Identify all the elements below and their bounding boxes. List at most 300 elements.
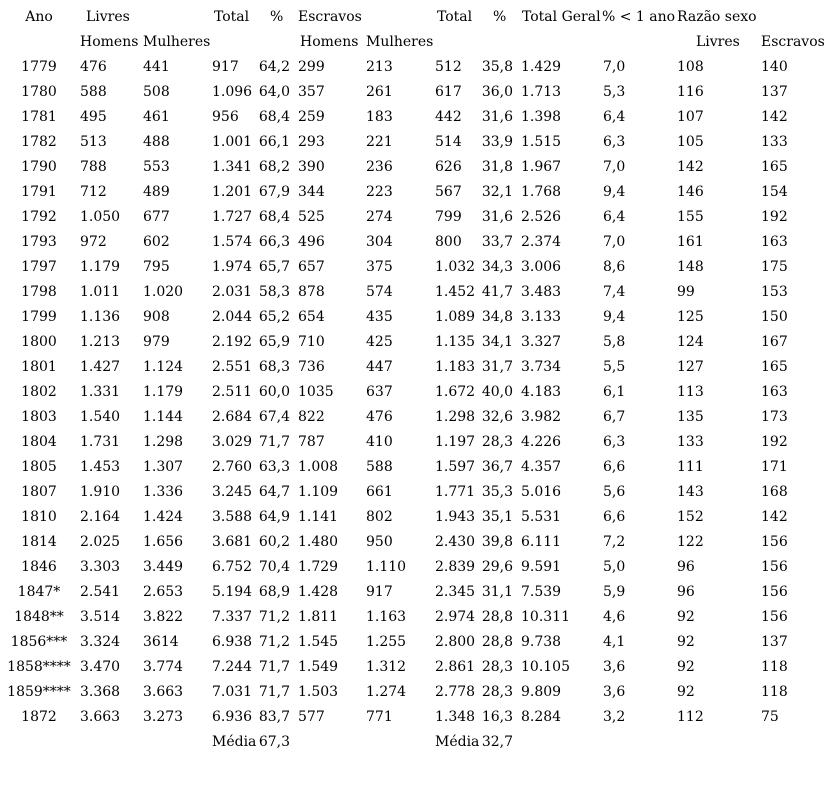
- cell-razao-escravos: 118: [761, 684, 788, 700]
- header-escravos: Escravos: [298, 9, 362, 25]
- cell-total-geral: 5.531: [521, 509, 562, 525]
- cell-total-geral: 1.398: [521, 109, 562, 125]
- header-livres: Livres: [86, 9, 130, 25]
- cell-escravos-homens: 657: [298, 259, 325, 275]
- cell-escravos-homens: 1.503: [298, 684, 339, 700]
- cell-escravos-mulheres: 1.163: [366, 609, 407, 625]
- cell-razao-escravos: 137: [761, 84, 788, 100]
- cell-total-geral: 3.327: [521, 334, 562, 350]
- cell-livres-mulheres: 1.656: [143, 534, 184, 550]
- cell-total-livres: 5.194: [212, 584, 253, 600]
- cell-livres-homens: 1.427: [80, 359, 121, 375]
- cell-livres-homens: 712: [80, 184, 107, 200]
- cell-total-livres: 3.029: [212, 434, 253, 450]
- cell-livres-mulheres: 3.663: [143, 684, 184, 700]
- cell-escravos-homens: 577: [298, 709, 325, 725]
- cell-escravos-homens: 736: [298, 359, 325, 375]
- cell-total-geral: 3.734: [521, 359, 562, 375]
- cell-pct-escravos: 33,9: [481, 134, 513, 150]
- cell-ano: 1797: [21, 259, 57, 275]
- cell-ano: 1792: [21, 209, 57, 225]
- cell-pct-livres: 60,2: [258, 534, 290, 550]
- cell-ano: 1781: [21, 109, 57, 125]
- cell-ano: 1801: [21, 359, 57, 375]
- cell-razao-escravos: 75: [761, 709, 779, 725]
- cell-pct-escravos: 36,7: [481, 459, 513, 475]
- cell-total-geral: 1.515: [521, 134, 562, 150]
- header-escravos-mulheres: Mulheres: [366, 34, 434, 50]
- cell-pct-escravos: 31,1: [481, 584, 513, 600]
- cell-pct-lt1: 6,1: [603, 384, 626, 400]
- cell-escravos-homens: 1.811: [298, 609, 339, 625]
- header-livres-mulheres: Mulheres: [143, 34, 211, 50]
- cell-total-escravos: 1.771: [435, 484, 476, 500]
- cell-pct-livres: 71,2: [258, 634, 290, 650]
- cell-total-livres: 1.341: [212, 159, 253, 175]
- cell-pct-escravos: 28,3: [481, 434, 513, 450]
- cell-escravos-homens: 1035: [298, 384, 334, 400]
- cell-total-geral: 4.357: [521, 459, 562, 475]
- cell-total-livres: 2.031: [212, 284, 253, 300]
- cell-pct-escravos: 35,3: [481, 484, 513, 500]
- cell-escravos-homens: 293: [298, 134, 325, 150]
- header-razao-sexo: Razão sexo: [677, 9, 757, 25]
- cell-livres-mulheres: 3.273: [143, 709, 184, 725]
- cell-escravos-homens: 822: [298, 409, 325, 425]
- header-total-geral: Total Geral: [522, 9, 601, 25]
- cell-razao-livres: 124: [677, 334, 704, 350]
- cell-razao-livres: 108: [677, 59, 704, 75]
- cell-ano: 1810: [21, 509, 57, 525]
- cell-razao-livres: 135: [677, 409, 704, 425]
- cell-total-geral: 9.738: [521, 634, 562, 650]
- cell-escravos-mulheres: 213: [366, 59, 393, 75]
- cell-razao-escravos: 156: [761, 609, 788, 625]
- cell-pct-livres: 63,3: [258, 459, 290, 475]
- cell-pct-lt1: 5,0: [603, 559, 626, 575]
- header-razao-escravos: Escravos: [761, 34, 825, 50]
- cell-pct-escravos: 36,0: [481, 84, 513, 100]
- cell-livres-mulheres: 677: [143, 209, 170, 225]
- cell-total-livres: 7.337: [212, 609, 253, 625]
- cell-total-escravos: 1.597: [435, 459, 476, 475]
- cell-total-escravos: 514: [435, 134, 462, 150]
- cell-razao-livres: 133: [677, 434, 704, 450]
- cell-total-livres: 7.244: [212, 659, 253, 675]
- cell-razao-livres: 92: [677, 684, 695, 700]
- cell-pct-escravos: 31,6: [481, 209, 513, 225]
- cell-razao-livres: 143: [677, 484, 704, 500]
- cell-total-escravos: 442: [435, 109, 462, 125]
- cell-livres-homens: 2.025: [80, 534, 121, 550]
- cell-livres-mulheres: 3614: [143, 634, 179, 650]
- cell-razao-escravos: 192: [761, 209, 788, 225]
- cell-escravos-homens: 787: [298, 434, 325, 450]
- cell-total-livres: 6.938: [212, 634, 253, 650]
- cell-pct-escravos: 34,8: [481, 309, 513, 325]
- cell-razao-escravos: 118: [761, 659, 788, 675]
- cell-ano: 1858****: [7, 659, 71, 675]
- cell-livres-homens: 1.050: [80, 209, 121, 225]
- cell-livres-homens: 1.910: [80, 484, 121, 500]
- cell-razao-livres: 127: [677, 359, 704, 375]
- media-escravos-label: Média: [435, 734, 480, 750]
- cell-livres-homens: 2.164: [80, 509, 121, 525]
- cell-escravos-mulheres: 183: [366, 109, 393, 125]
- cell-pct-lt1: 8,6: [603, 259, 626, 275]
- cell-pct-livres: 65,7: [258, 259, 290, 275]
- cell-total-geral: 3.133: [521, 309, 562, 325]
- cell-livres-mulheres: 602: [143, 234, 170, 250]
- cell-pct-lt1: 3,6: [603, 684, 626, 700]
- cell-livres-homens: 588: [80, 84, 107, 100]
- cell-pct-escravos: 33,7: [481, 234, 513, 250]
- cell-pct-lt1: 5,3: [603, 84, 626, 100]
- cell-livres-mulheres: 553: [143, 159, 170, 175]
- cell-ano: 1790: [21, 159, 57, 175]
- cell-total-livres: 6.752: [212, 559, 253, 575]
- cell-escravos-mulheres: 261: [366, 84, 393, 100]
- cell-ano: 1804: [21, 434, 57, 450]
- cell-razao-livres: 111: [677, 459, 704, 475]
- cell-pct-livres: 64,2: [258, 59, 290, 75]
- cell-escravos-mulheres: 435: [366, 309, 393, 325]
- cell-total-geral: 1.768: [521, 184, 562, 200]
- cell-livres-mulheres: 3.822: [143, 609, 184, 625]
- cell-pct-livres: 64,0: [258, 84, 290, 100]
- cell-pct-escravos: 32,1: [481, 184, 513, 200]
- cell-total-geral: 10.105: [521, 659, 570, 675]
- cell-pct-lt1: 7,2: [603, 534, 626, 550]
- header-pct-livres: %: [270, 9, 284, 25]
- cell-razao-escravos: 163: [761, 384, 788, 400]
- cell-total-escravos: 567: [435, 184, 462, 200]
- cell-pct-lt1: 6,7: [603, 409, 626, 425]
- cell-total-escravos: 1.452: [435, 284, 476, 300]
- cell-escravos-mulheres: 375: [366, 259, 393, 275]
- cell-livres-mulheres: 908: [143, 309, 170, 325]
- cell-pct-escravos: 41,7: [481, 284, 513, 300]
- cell-escravos-homens: 1.428: [298, 584, 339, 600]
- cell-razao-escravos: 165: [761, 359, 788, 375]
- cell-pct-lt1: 9,4: [603, 309, 626, 325]
- cell-livres-mulheres: 461: [143, 109, 170, 125]
- cell-escravos-homens: 1.141: [298, 509, 339, 525]
- cell-livres-mulheres: 1.020: [143, 284, 184, 300]
- cell-livres-homens: 476: [80, 59, 107, 75]
- cell-razao-livres: 99: [677, 284, 695, 300]
- cell-pct-lt1: 7,0: [603, 234, 626, 250]
- cell-livres-mulheres: 795: [143, 259, 170, 275]
- cell-ano: 1848**: [14, 609, 64, 625]
- cell-pct-lt1: 4,1: [603, 634, 626, 650]
- cell-razao-escravos: 142: [761, 109, 788, 125]
- cell-total-escravos: 2.800: [435, 634, 476, 650]
- cell-pct-escravos: 31,7: [481, 359, 513, 375]
- cell-pct-escravos: 35,8: [481, 59, 513, 75]
- header-pct-lt1: % < 1 ano: [602, 9, 676, 25]
- media-livres-label: Média: [212, 734, 257, 750]
- cell-pct-escravos: 16,3: [481, 709, 513, 725]
- cell-pct-livres: 68,4: [258, 209, 290, 225]
- cell-razao-escravos: 156: [761, 584, 788, 600]
- cell-pct-lt1: 5,8: [603, 334, 626, 350]
- cell-total-escravos: 1.672: [435, 384, 476, 400]
- cell-ano: 1807: [21, 484, 57, 500]
- cell-escravos-mulheres: 1.312: [366, 659, 407, 675]
- cell-razao-livres: 96: [677, 559, 695, 575]
- cell-pct-escravos: 40,0: [481, 384, 513, 400]
- cell-total-geral: 6.111: [521, 534, 562, 550]
- cell-pct-livres: 65,2: [258, 309, 290, 325]
- header-razao-livres: Livres: [696, 34, 740, 50]
- cell-pct-livres: 58,3: [258, 284, 290, 300]
- cell-total-geral: 9.809: [521, 684, 562, 700]
- cell-livres-mulheres: 3.774: [143, 659, 184, 675]
- cell-escravos-mulheres: 917: [366, 584, 393, 600]
- cell-escravos-mulheres: 802: [366, 509, 393, 525]
- cell-pct-livres: 64,7: [258, 484, 290, 500]
- cell-pct-livres: 68,3: [258, 359, 290, 375]
- cell-total-livres: 917: [212, 59, 239, 75]
- cell-razao-livres: 146: [677, 184, 704, 200]
- cell-ano: 1800: [21, 334, 57, 350]
- cell-escravos-mulheres: 1.110: [366, 559, 407, 575]
- cell-ano: 1814: [21, 534, 57, 550]
- cell-razao-escravos: 171: [761, 459, 788, 475]
- header-pct-escravos: %: [493, 9, 507, 25]
- cell-razao-escravos: 153: [761, 284, 788, 300]
- cell-pct-livres: 71,7: [258, 684, 290, 700]
- cell-pct-livres: 68,2: [258, 159, 290, 175]
- cell-escravos-homens: 1.008: [298, 459, 339, 475]
- cell-total-livres: 2.511: [212, 384, 253, 400]
- cell-razao-livres: 113: [677, 384, 704, 400]
- cell-escravos-mulheres: 950: [366, 534, 393, 550]
- header-livres-homens: Homens: [80, 34, 139, 50]
- cell-total-livres: 1.201: [212, 184, 253, 200]
- cell-livres-mulheres: 979: [143, 334, 170, 350]
- cell-pct-lt1: 6,4: [603, 209, 626, 225]
- cell-razao-livres: 112: [677, 709, 704, 725]
- cell-escravos-mulheres: 221: [366, 134, 393, 150]
- cell-razao-escravos: 175: [761, 259, 788, 275]
- cell-ano: 1805: [21, 459, 57, 475]
- cell-total-livres: 1.096: [212, 84, 253, 100]
- cell-razao-escravos: 165: [761, 159, 788, 175]
- cell-total-geral: 7.539: [521, 584, 562, 600]
- cell-pct-lt1: 9,4: [603, 184, 626, 200]
- cell-livres-homens: 3.663: [80, 709, 121, 725]
- cell-razao-livres: 92: [677, 659, 695, 675]
- cell-livres-homens: 1.179: [80, 259, 121, 275]
- cell-total-livres: 2.551: [212, 359, 253, 375]
- cell-total-geral: 3.006: [521, 259, 562, 275]
- cell-livres-mulheres: 1.144: [143, 409, 184, 425]
- cell-escravos-homens: 344: [298, 184, 325, 200]
- cell-total-escravos: 800: [435, 234, 462, 250]
- cell-total-livres: 1.001: [212, 134, 253, 150]
- cell-total-escravos: 2.861: [435, 659, 476, 675]
- cell-razao-livres: 142: [677, 159, 704, 175]
- header-ano: Ano: [25, 9, 53, 25]
- cell-total-livres: 6.936: [212, 709, 253, 725]
- cell-livres-homens: 3.368: [80, 684, 121, 700]
- cell-pct-lt1: 5,9: [603, 584, 626, 600]
- cell-pct-livres: 68,9: [258, 584, 290, 600]
- cell-escravos-homens: 357: [298, 84, 325, 100]
- cell-livres-mulheres: 1.179: [143, 384, 184, 400]
- cell-livres-mulheres: 1.336: [143, 484, 184, 500]
- cell-total-geral: 1.967: [521, 159, 562, 175]
- cell-total-escravos: 2.778: [435, 684, 476, 700]
- cell-total-livres: 1.574: [212, 234, 253, 250]
- cell-total-livres: 2.192: [212, 334, 253, 350]
- cell-escravos-mulheres: 425: [366, 334, 393, 350]
- cell-ano: 1779: [21, 59, 57, 75]
- cell-razao-escravos: 156: [761, 559, 788, 575]
- cell-pct-escravos: 39,8: [481, 534, 513, 550]
- cell-total-geral: 3.483: [521, 284, 562, 300]
- cell-escravos-homens: 390: [298, 159, 325, 175]
- cell-total-livres: 1.974: [212, 259, 253, 275]
- cell-escravos-mulheres: 637: [366, 384, 393, 400]
- cell-livres-homens: 2.541: [80, 584, 121, 600]
- cell-total-geral: 2.526: [521, 209, 562, 225]
- cell-livres-homens: 513: [80, 134, 107, 150]
- cell-ano: 1803: [21, 409, 57, 425]
- cell-total-livres: 2.760: [212, 459, 253, 475]
- cell-total-geral: 1.429: [521, 59, 562, 75]
- cell-ano: 1780: [21, 84, 57, 100]
- header-escravos-homens: Homens: [300, 34, 359, 50]
- cell-pct-livres: 83,7: [258, 709, 290, 725]
- cell-total-geral: 2.374: [521, 234, 562, 250]
- cell-pct-escravos: 28,8: [481, 609, 513, 625]
- cell-escravos-mulheres: 661: [366, 484, 393, 500]
- cell-escravos-homens: 1.109: [298, 484, 339, 500]
- cell-ano: 1802: [21, 384, 57, 400]
- cell-livres-mulheres: 1.124: [143, 359, 184, 375]
- cell-pct-livres: 60,0: [258, 384, 290, 400]
- cell-total-escravos: 799: [435, 209, 462, 225]
- cell-razao-escravos: 167: [761, 334, 788, 350]
- cell-livres-mulheres: 441: [143, 59, 170, 75]
- cell-total-geral: 9.591: [521, 559, 562, 575]
- cell-pct-escravos: 28,8: [481, 634, 513, 650]
- cell-livres-homens: 3.470: [80, 659, 121, 675]
- cell-razao-livres: 125: [677, 309, 704, 325]
- cell-pct-livres: 71,7: [258, 434, 290, 450]
- cell-razao-escravos: 154: [761, 184, 788, 200]
- cell-livres-homens: 1.213: [80, 334, 121, 350]
- cell-razao-livres: 161: [677, 234, 704, 250]
- cell-pct-livres: 71,7: [258, 659, 290, 675]
- cell-livres-homens: 3.303: [80, 559, 121, 575]
- cell-pct-escravos: 35,1: [481, 509, 513, 525]
- cell-total-escravos: 1.135: [435, 334, 476, 350]
- cell-total-escravos: 512: [435, 59, 462, 75]
- cell-razao-livres: 92: [677, 634, 695, 650]
- cell-ano: 1856***: [10, 634, 68, 650]
- cell-total-escravos: 1.032: [435, 259, 476, 275]
- cell-pct-escravos: 34,3: [481, 259, 513, 275]
- cell-livres-homens: 3.514: [80, 609, 121, 625]
- cell-total-escravos: 1.089: [435, 309, 476, 325]
- cell-livres-homens: 1.331: [80, 384, 121, 400]
- cell-total-geral: 4.226: [521, 434, 562, 450]
- cell-razao-escravos: 163: [761, 234, 788, 250]
- cell-pct-lt1: 7,0: [603, 159, 626, 175]
- cell-pct-lt1: 4,6: [603, 609, 626, 625]
- cell-livres-homens: 495: [80, 109, 107, 125]
- cell-ano: 1791: [21, 184, 57, 200]
- cell-total-escravos: 1.943: [435, 509, 476, 525]
- cell-pct-lt1: 6,6: [603, 509, 626, 525]
- cell-escravos-mulheres: 274: [366, 209, 393, 225]
- cell-razao-livres: 116: [677, 84, 704, 100]
- cell-pct-escravos: 28,3: [481, 659, 513, 675]
- cell-escravos-mulheres: 447: [366, 359, 393, 375]
- cell-total-escravos: 626: [435, 159, 462, 175]
- cell-escravos-mulheres: 223: [366, 184, 393, 200]
- cell-pct-lt1: 3,2: [603, 709, 626, 725]
- cell-livres-homens: 788: [80, 159, 107, 175]
- cell-pct-livres: 67,4: [258, 409, 290, 425]
- cell-escravos-homens: 259: [298, 109, 325, 125]
- cell-escravos-mulheres: 574: [366, 284, 393, 300]
- cell-escravos-homens: 710: [298, 334, 325, 350]
- cell-livres-mulheres: 488: [143, 134, 170, 150]
- cell-escravos-homens: 654: [298, 309, 325, 325]
- cell-total-geral: 8.284: [521, 709, 562, 725]
- cell-total-escravos: 1.183: [435, 359, 476, 375]
- cell-escravos-homens: 1.549: [298, 659, 339, 675]
- cell-total-escravos: 2.974: [435, 609, 476, 625]
- cell-total-livres: 2.044: [212, 309, 253, 325]
- cell-escravos-mulheres: 410: [366, 434, 393, 450]
- cell-escravos-mulheres: 304: [366, 234, 393, 250]
- cell-escravos-mulheres: 476: [366, 409, 393, 425]
- cell-livres-mulheres: 1.424: [143, 509, 184, 525]
- cell-total-livres: 2.684: [212, 409, 253, 425]
- cell-total-geral: 10.311: [521, 609, 570, 625]
- cell-pct-livres: 71,2: [258, 609, 290, 625]
- cell-pct-lt1: 7,0: [603, 59, 626, 75]
- cell-total-escravos: 1.298: [435, 409, 476, 425]
- cell-razao-escravos: 140: [761, 59, 788, 75]
- cell-total-escravos: 2.345: [435, 584, 476, 600]
- cell-escravos-homens: 1.545: [298, 634, 339, 650]
- cell-ano: 1798: [21, 284, 57, 300]
- cell-pct-lt1: 5,5: [603, 359, 626, 375]
- cell-razao-escravos: 156: [761, 534, 788, 550]
- cell-livres-homens: 972: [80, 234, 107, 250]
- media-escravos-value: 32,7: [481, 734, 513, 750]
- cell-livres-mulheres: 489: [143, 184, 170, 200]
- cell-livres-mulheres: 1.307: [143, 459, 184, 475]
- header-total-escravos: Total: [437, 9, 473, 25]
- cell-total-escravos: 2.430: [435, 534, 476, 550]
- cell-pct-escravos: 29,6: [481, 559, 513, 575]
- cell-pct-livres: 70,4: [258, 559, 290, 575]
- cell-pct-lt1: 5,6: [603, 484, 626, 500]
- cell-razao-escravos: 150: [761, 309, 788, 325]
- cell-livres-mulheres: 508: [143, 84, 170, 100]
- cell-livres-homens: 1.136: [80, 309, 121, 325]
- cell-escravos-homens: 525: [298, 209, 325, 225]
- cell-razao-livres: 105: [677, 134, 704, 150]
